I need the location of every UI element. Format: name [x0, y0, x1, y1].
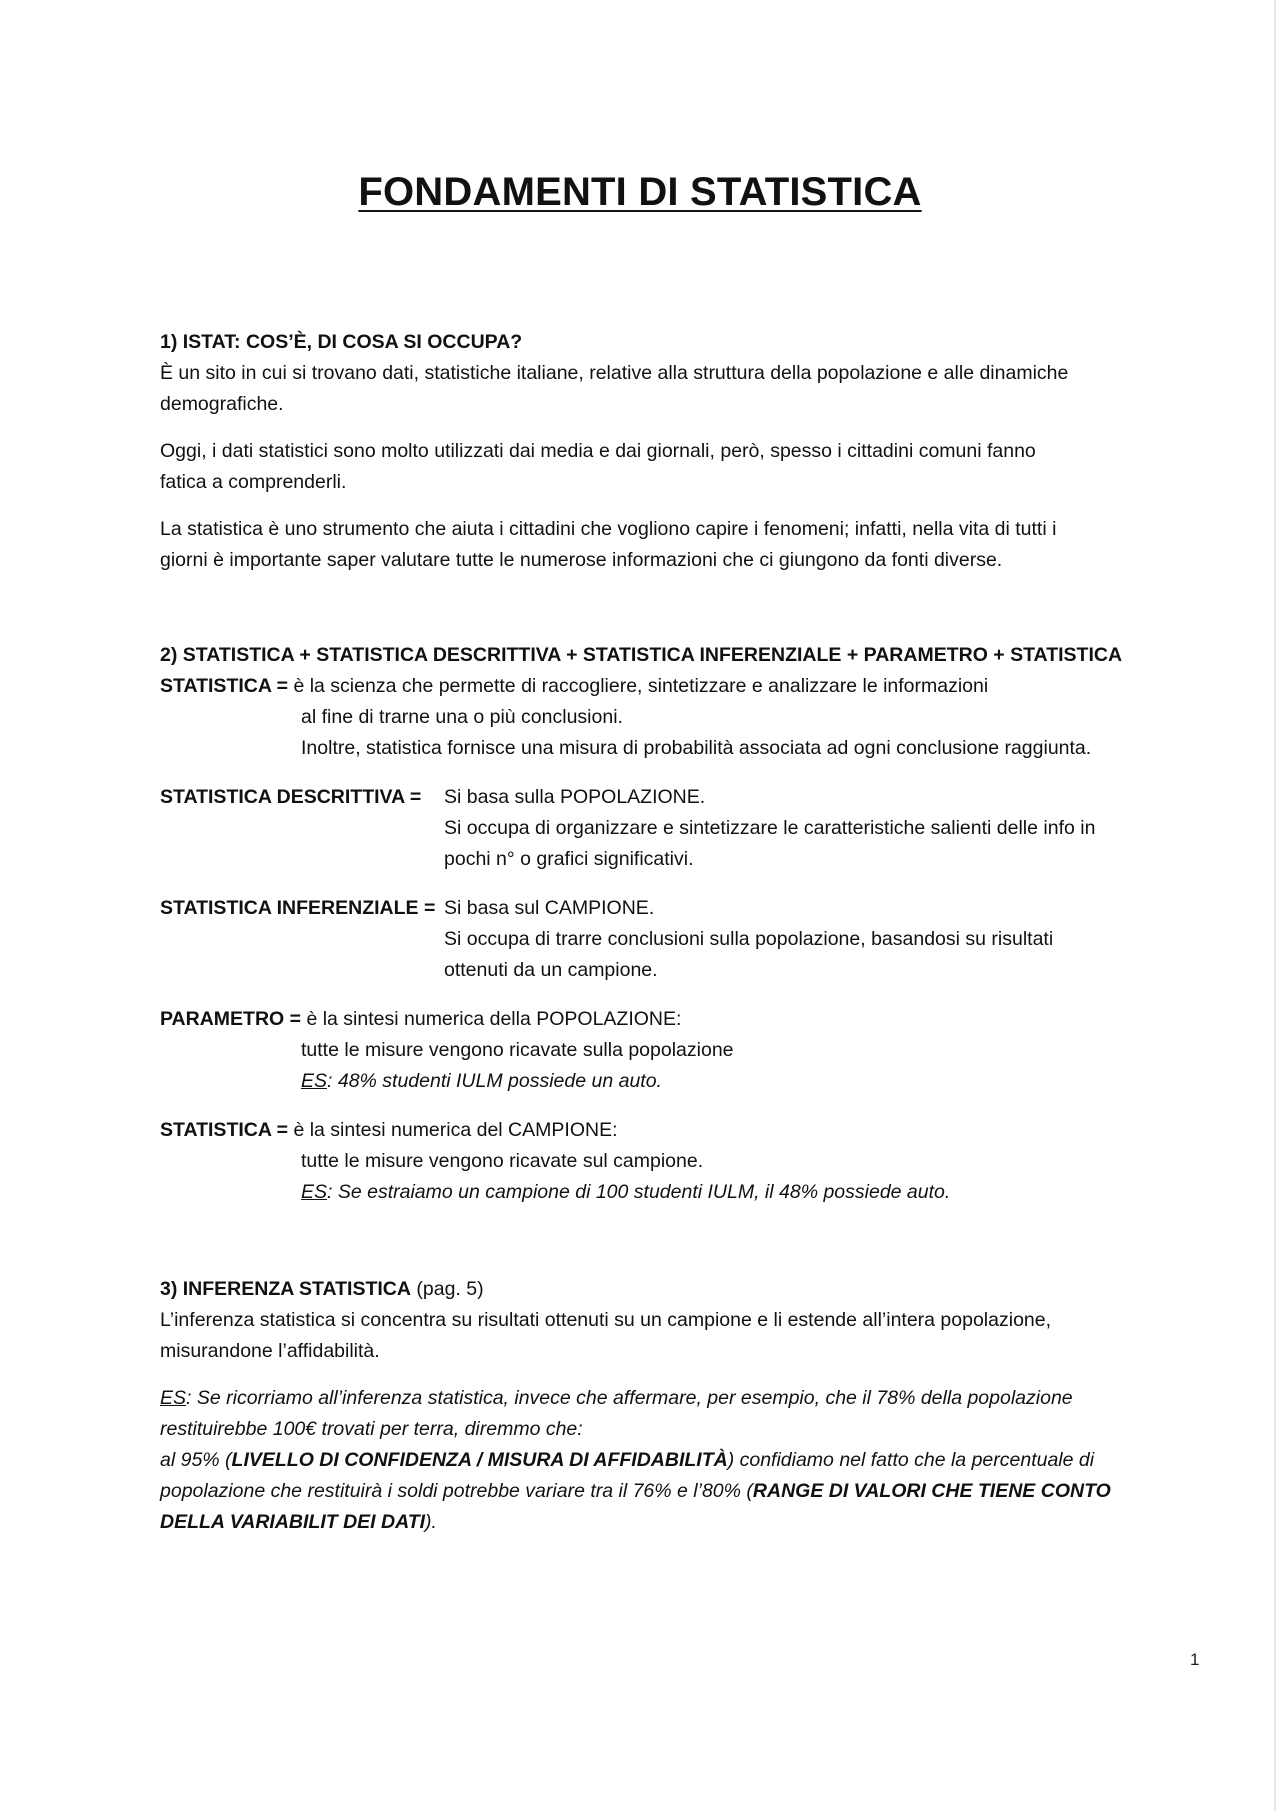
- def-statistica: STATISTICA = è la scienza che permette di raccogliere, sintetizzare e analizzare le informazioni: [160, 675, 989, 697]
- section-1-paragraph-1: È un sito in cui si trovano dati, statistiche italiane, relative alla struttura della popolazione e alle dinamiche demografiche.: [160, 362, 1069, 415]
- section-3-paragraph: L’inferenza statistica si concentra su risultati ottenuti su un campione e li estende all’intera popolazione, misurandone l’affidabilità.: [160, 1309, 1052, 1362]
- def-parametro: PARAMETRO = è la sintesi numerica della POPOLAZIONE:: [160, 1008, 682, 1030]
- section-1: [160, 327, 1068, 576]
- def-statistica-cont: al fine di trarne una o più conclusioni. Inoltre, statistica fornisce una misura di probabilità associata ad ogni conclusione raggiunta.: [301, 706, 1092, 759]
- section-2: [160, 640, 1122, 671]
- def-descrittiva-label: STATISTICA DESCRITTIVA =: [160, 786, 422, 808]
- page-edge: [1274, 0, 1276, 1811]
- def-inferenziale-body: Si basa sul CAMPIONE. Si occupa di trarre conclusioni sulla popolazione, basandosi su risultati ottenuti da un campione.: [444, 897, 1054, 981]
- def-statistica-label: STATISTICA =: [160, 675, 289, 697]
- section-3: [160, 1274, 1111, 1538]
- def-statistica-2-example: ES: Se estraiamo un campione di 100 studenti IULM, il 48% possiede auto.: [301, 1181, 951, 1203]
- def-descrittiva: [160, 782, 421, 813]
- section-1-paragraph-2: Oggi, i dati statistici sono molto utilizzati dai media e dai giornali, però, spesso i cittadini comuni fanno fatica a comprenderli.: [160, 440, 1036, 493]
- def-parametro-cont: tutte le misure vengono ricavate sulla popolazione ES: 48% studenti IULM possiede un auto.: [301, 1035, 734, 1097]
- def-inferenziale: [160, 893, 435, 924]
- document-title: FONDAMENTI DI STATISTICA: [358, 170, 922, 214]
- section-3-example: ES: Se ricorriamo all’inferenza statistica, invece che affermare, per esempio, che il 78% della popolazione restituirebbe 100€ trovati per terra, diremmo che: al 95% (LIVELLO DI CONFIDENZA / MISURA DI AFFIDABILITÀ) confidiamo nel fatto che la percentuale di popolazione che restituirà i soldi potrebbe variare tra il 76% e l’80% (RANGE DI VALORI CHE TIENE CONTO DELLA VARIABILIT DEI DATI).: [160, 1387, 1111, 1533]
- def-descrittiva-body: Si basa sulla POPOLAZIONE. Si occupa di organizzare e sintetizzare le caratteristiche salienti delle info in pochi n° o grafici significativi.: [444, 786, 1096, 870]
- def-statistica-2: STATISTICA = è la sintesi numerica del CAMPIONE:: [160, 1119, 618, 1141]
- def-parametro-label: PARAMETRO =: [160, 1008, 302, 1030]
- def-parametro-example: ES: 48% studenti IULM possiede un auto.: [301, 1070, 662, 1092]
- def-inferenziale-label: STATISTICA INFERENZIALE =: [160, 897, 436, 919]
- def-statistica-2-cont: tutte le misure vengono ricavate sul campione. ES: Se estraiamo un campione di 100 studenti IULM, il 48% possiede auto.: [301, 1146, 950, 1208]
- def-statistica-2-label: STATISTICA =: [160, 1119, 289, 1141]
- section-3-heading: 3) INFERENZA STATISTICA (pag. 5): [160, 1278, 484, 1300]
- page-number: 1: [1190, 1650, 1200, 1669]
- section-1-paragraph-3: La statistica è uno strumento che aiuta i cittadini che vogliono capire i fenomeni; infatti, nella vita di tutti i giorni è importante saper valutare tutte le numerose informazioni che ci giungono da fonti diverse.: [160, 518, 1057, 571]
- section-1-heading: 1) ISTAT: COS’È, DI COSA SI OCCUPA?: [160, 331, 523, 353]
- section-2-heading: 2) STATISTICA + STATISTICA DESCRITTIVA + STATISTICA INFERENZIALE + PARAMETRO + STATISTICA: [160, 644, 1123, 666]
